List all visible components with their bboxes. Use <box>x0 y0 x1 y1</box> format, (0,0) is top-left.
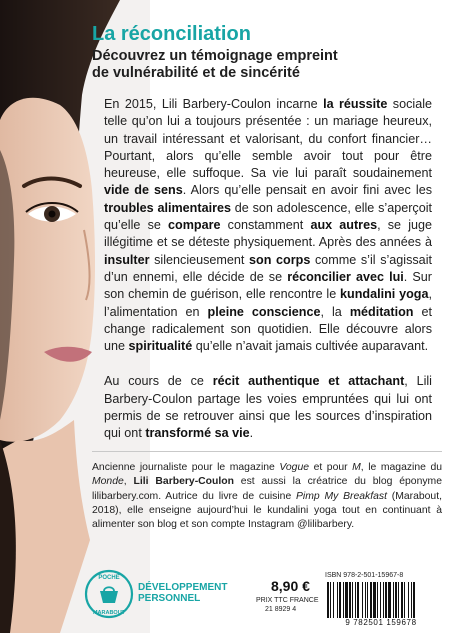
para1-run: la réussite <box>323 97 388 111</box>
para2-run: . <box>249 426 254 441</box>
collection-line-1: DÉVELOPPEMENT <box>138 582 228 593</box>
bio-run: Vogue <box>279 462 310 473</box>
para1-run: qu’elle n’avait jamais cultivée auparavant. <box>192 339 429 354</box>
para2-run: transformé sa vie <box>145 426 250 441</box>
para2-run: , Lili Barbery-Coulon partage les voies empruntées qui lui ont permis de se retrouver ainsi que les sources d’inspiration qui ont <box>104 374 432 441</box>
isbn: ISBN 978-2-501-15967-8 <box>325 572 404 579</box>
subtitle-line-1: Découvrez un témoignage empreint <box>92 48 338 64</box>
para1-run: spiritualité <box>128 339 193 354</box>
bio-run: Ancienne journaliste pour le magazine <box>92 462 280 473</box>
para1-run: insulter <box>104 252 150 267</box>
marabout-poche-logo-icon <box>84 569 134 619</box>
para1-run: réconcilier avec lui <box>287 269 404 284</box>
bio-run: (Marabout, 2018), elle enseigne aujourd’hui le kundalini yoga tout en continuant à alimenter son blog et son compte Instagram @lilibarbery. <box>92 490 442 531</box>
description-paragraph-2 <box>104 373 432 442</box>
para1-run: . Sur son chemin de guérison, elle rencontre le <box>104 269 432 302</box>
para1-run: kundalini yoga <box>340 287 429 302</box>
para1-run: , se juge illégitime et se déteste physiquement. Après des années à <box>104 218 433 250</box>
bio-run: est aussi la créatrice du blog éponyme lilibarbery.com. Autrice du livre de cuisine <box>92 476 442 502</box>
para1-run: compare <box>168 218 221 233</box>
collection-name <box>138 582 227 604</box>
para1-run: comme s’il s’agissait d’un ennemi, elle décide de se <box>104 252 432 284</box>
bio-run: Lili Barbery-Coulon <box>133 476 234 488</box>
book-title: La réconciliation <box>92 23 251 45</box>
para1-run: constamment <box>220 218 311 233</box>
para1-run: de son adolescence, elle s’aperçoit qu’elle se <box>104 200 432 233</box>
price-label: PRIX TTC FRANCE <box>256 597 319 604</box>
bio-run: , <box>123 476 134 488</box>
price: 8,90 € <box>271 578 310 594</box>
para1-run: méditation <box>349 304 414 319</box>
barcode-number: 9 782501 159678 <box>345 618 417 627</box>
subtitle <box>92 48 437 82</box>
main-text-block <box>92 22 437 443</box>
bio-run: et pour <box>309 462 353 473</box>
para1-run: et change radicalement son quotidien. Elle découvre alors une <box>104 304 432 354</box>
bio-run: M <box>352 462 361 473</box>
collection-line-2: PERSONNEL <box>138 593 201 604</box>
subtitle-line-2: de vulnérabilité et de sincérité <box>92 65 300 81</box>
para1-run: , l’alimentation en <box>104 287 432 319</box>
author-bio <box>92 461 442 532</box>
bio-run: Monde <box>92 476 124 488</box>
section-divider <box>92 451 442 452</box>
para1-run: vide de sens <box>104 183 183 198</box>
para2-run: récit authentique et attachant <box>212 374 405 389</box>
para1-run: son corps <box>249 252 311 267</box>
badge-top-text: POCHE <box>98 575 120 581</box>
para1-run: aux autres <box>310 218 378 233</box>
para2-run: Au cours de ce <box>104 374 213 389</box>
para1-run: silencieusement <box>149 252 250 267</box>
para1-run: , la <box>320 304 350 319</box>
para1-run: troubles alimentaires <box>104 200 231 215</box>
description-paragraph-1 <box>104 96 432 355</box>
para1-run: sociale telle qu’on lui a toujours présentée : un mariage heureux, un travail intéressant et valorisant, du confort financier… Pourtant, alors qu’elle semble avoir tout pour être heureuse, elle suffoque. Sa vie lui paraît soudainement <box>104 97 432 181</box>
para1-run: pleine conscience <box>207 304 321 319</box>
barcode-icon <box>325 582 437 618</box>
para1-run: En 2015, Lili Barbery-Coulon incarne <box>104 97 324 111</box>
bio-run: Pimp My Breakfast <box>296 490 387 502</box>
product-code: 21 8929 4 <box>265 606 297 613</box>
badge-bottom-text: MARABOUT <box>92 610 126 616</box>
para1-run: . Alors qu’elle pensait en avoir fini avec les <box>182 183 432 198</box>
bio-run: , le magazine du <box>360 462 443 473</box>
